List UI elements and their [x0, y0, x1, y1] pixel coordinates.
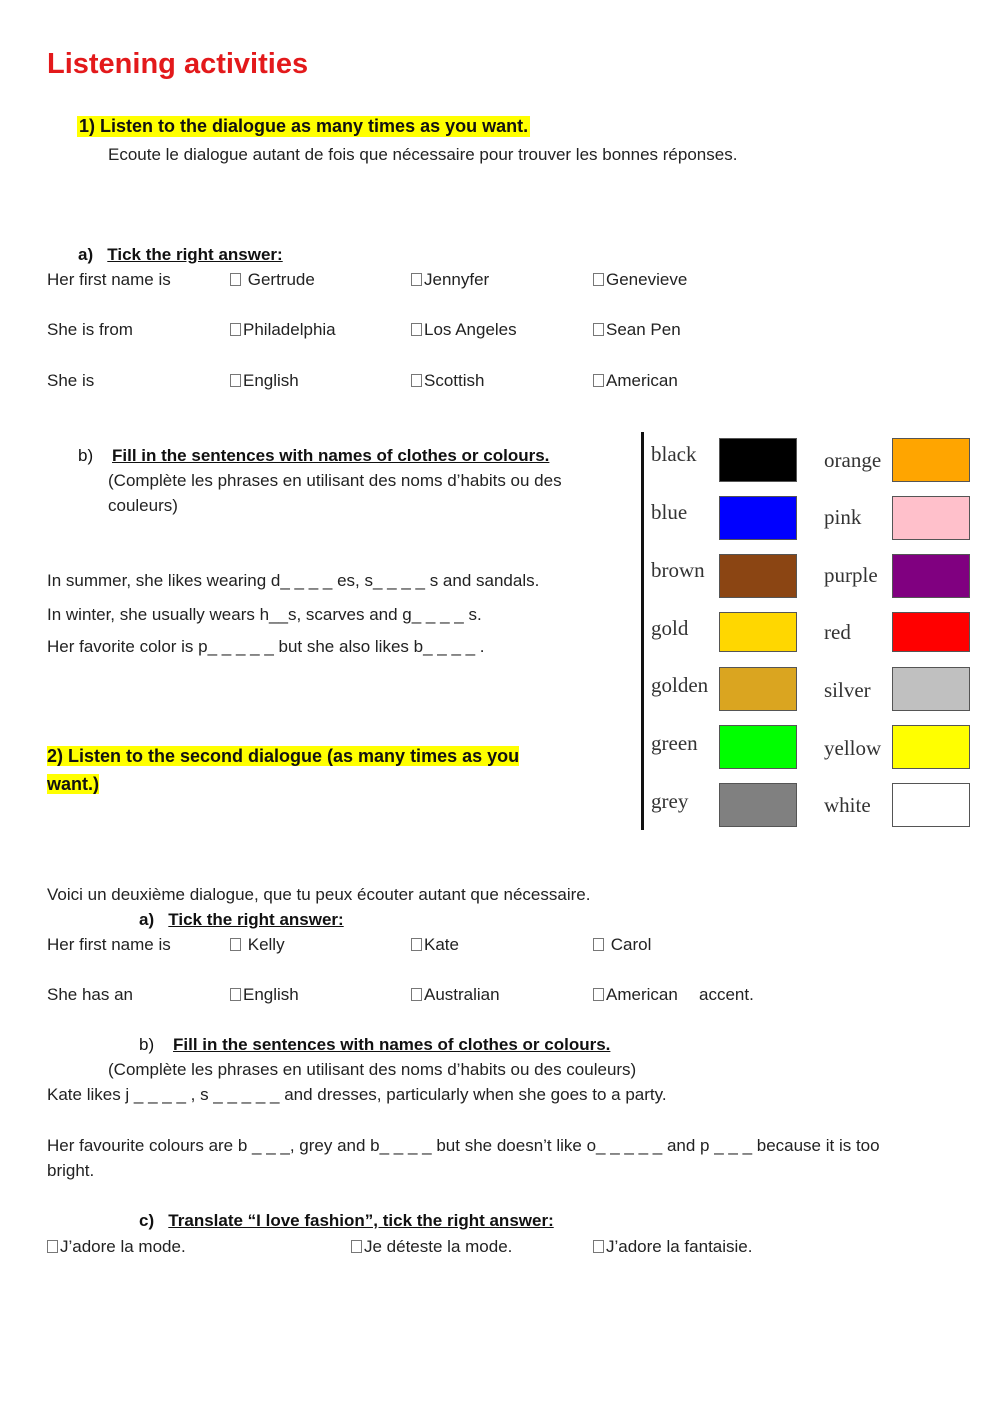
- part1-a-label: a): [78, 245, 94, 264]
- checkbox-option[interactable]: [593, 270, 687, 290]
- checkbox-icon[interactable]: [593, 323, 604, 336]
- color-swatch-green: [719, 725, 797, 769]
- checkbox-option[interactable]: [230, 320, 336, 340]
- checkbox-option[interactable]: [411, 985, 500, 1005]
- fill-sentence: Her favorite color is p_ _ _ _ _ but she also likes b_ _ _ _ .: [47, 637, 485, 656]
- part1-b-note-line1: (Complète les phrases en utilisant des noms d’habits ou des: [108, 471, 562, 490]
- part1-b-title: Fill in the sentences with names of clothes or colours.: [112, 446, 550, 465]
- color-name: green: [651, 731, 698, 755]
- checkbox-icon[interactable]: [411, 938, 422, 951]
- option-label: J’adore la fantaisie.: [606, 1237, 753, 1256]
- checkbox-option[interactable]: [230, 985, 299, 1005]
- question-suffix: accent.: [699, 985, 754, 1004]
- checkbox-option[interactable]: [593, 371, 678, 391]
- checkbox-icon[interactable]: [230, 273, 241, 286]
- fill-sentence: In summer, she likes wearing d_ _ _ _ es, s_ _ _ _ s and sandals.: [47, 571, 540, 590]
- color-swatch-brown: [719, 554, 797, 598]
- question-label: Her first name is: [47, 935, 171, 954]
- part2-b-title: Fill in the sentences with names of clothes or colours.: [173, 1035, 611, 1054]
- checkbox-icon[interactable]: [593, 938, 604, 951]
- color-name: black: [651, 442, 697, 466]
- part2-c-label: c): [139, 1211, 155, 1230]
- checkbox-icon[interactable]: [411, 374, 422, 387]
- checkbox-option[interactable]: [411, 371, 484, 391]
- checkbox-icon[interactable]: [351, 1240, 362, 1253]
- part2-a-title: Tick the right answer:: [168, 910, 344, 929]
- part1-b-label: b): [78, 446, 94, 465]
- option-label: Sean Pen: [606, 320, 681, 339]
- checkbox-icon[interactable]: [230, 323, 241, 336]
- option-label: American: [606, 985, 678, 1004]
- color-name: brown: [651, 558, 705, 582]
- checkbox-icon[interactable]: [230, 374, 241, 387]
- color-swatch-orange: [892, 438, 970, 482]
- fill-sentence: Her favourite colours are b _ _ _, grey and b_ _ _ _ but she doesn’t like o_ _ _ _ _ and p _ _ _ because it is too: [47, 1136, 880, 1155]
- part2-a-heading: [139, 910, 344, 930]
- question-label: She is from: [47, 320, 133, 339]
- fill-sentence: In winter, she usually wears h__s, scarves and g_ _ _ _ s.: [47, 605, 482, 624]
- color-name: yellow: [824, 736, 882, 760]
- color-swatch-purple: [892, 554, 970, 598]
- option-label: Gertrude: [247, 270, 315, 289]
- checkbox-option[interactable]: [230, 935, 285, 955]
- part2-heading-line2: want.): [47, 774, 99, 794]
- part2-intro: Voici un deuxième dialogue, que tu peux écouter autant que nécessaire.: [47, 885, 591, 904]
- part2-c-heading: [139, 1211, 554, 1231]
- color-name: red: [824, 620, 851, 644]
- part2-a-label: a): [139, 910, 155, 929]
- color-name: silver: [824, 678, 871, 702]
- color-swatch-golden: [719, 667, 797, 711]
- checkbox-option[interactable]: [230, 371, 299, 391]
- color-name: pink: [824, 505, 862, 529]
- checkbox-option[interactable]: [593, 985, 678, 1005]
- fill-sentence: Kate likes j _ _ _ _ , s _ _ _ _ _ and dresses, particularly when she goes to a party.: [47, 1085, 667, 1104]
- part2-heading-line1: 2) Listen to the second dialogue (as many times as you: [47, 746, 520, 766]
- color-name: white: [824, 793, 871, 817]
- part1-instruction: Ecoute le dialogue autant de fois que nécessaire pour trouver les bonnes réponses.: [108, 145, 738, 164]
- checkbox-option[interactable]: [411, 270, 489, 290]
- checkbox-option[interactable]: [593, 1237, 752, 1257]
- checkbox-option[interactable]: [411, 320, 517, 340]
- part1-a-title: Tick the right answer:: [107, 245, 283, 264]
- color-swatch-red: [892, 612, 970, 652]
- color-swatch-black: [719, 438, 797, 482]
- checkbox-option[interactable]: [411, 935, 459, 955]
- part1-a-heading: [78, 245, 283, 265]
- option-label: Kate: [424, 935, 459, 954]
- page-title: Listening activities: [47, 48, 309, 80]
- fill-sentence-continued: bright.: [47, 1161, 95, 1180]
- color-name: orange: [824, 448, 882, 472]
- option-label: English: [243, 985, 299, 1004]
- option-label: Australian: [424, 985, 500, 1004]
- question-label: She has an: [47, 985, 134, 1004]
- color-swatch-pink: [892, 496, 970, 540]
- checkbox-option[interactable]: [230, 270, 315, 290]
- part2-b-heading: [139, 1035, 610, 1055]
- option-label: Kelly: [247, 935, 285, 954]
- option-label: Carol: [610, 935, 652, 954]
- option-label: Jennyfer: [424, 270, 490, 289]
- checkbox-icon[interactable]: [230, 988, 241, 1001]
- part2-b-label: b): [139, 1035, 155, 1054]
- option-label: Philadelphia: [243, 320, 336, 339]
- checkbox-icon[interactable]: [593, 273, 604, 286]
- option-label: Genevieve: [606, 270, 688, 289]
- color-swatch-yellow: [892, 725, 970, 769]
- part2-b-note: (Complète les phrases en utilisant des noms d’habits ou des couleurs): [108, 1060, 637, 1079]
- option-label: Je déteste la mode.: [364, 1237, 513, 1256]
- color-swatch-blue: [719, 496, 797, 540]
- checkbox-option[interactable]: [593, 320, 681, 340]
- color-name: golden: [651, 673, 709, 697]
- checkbox-icon[interactable]: [230, 938, 241, 951]
- color-name: purple: [824, 563, 878, 587]
- color-swatch-grey: [719, 783, 797, 827]
- color-swatch-white: [892, 783, 970, 827]
- chart-divider: [641, 432, 644, 830]
- part1-heading: 1) Listen to the dialogue as many times as you want.: [79, 116, 529, 136]
- checkbox-icon[interactable]: [411, 988, 422, 1001]
- checkbox-icon[interactable]: [593, 988, 604, 1001]
- color-name: grey: [651, 789, 689, 813]
- checkbox-option[interactable]: [47, 1237, 186, 1257]
- checkbox-icon[interactable]: [411, 273, 422, 286]
- checkbox-icon[interactable]: [411, 323, 422, 336]
- question-label: Her first name is: [47, 270, 171, 289]
- option-label: American: [606, 371, 678, 390]
- option-label: Scottish: [424, 371, 485, 390]
- part2-heading: [47, 742, 519, 798]
- question-label: She is: [47, 371, 95, 390]
- color-name: gold: [651, 616, 689, 640]
- checkbox-icon[interactable]: [47, 1240, 58, 1253]
- part2-c-title: Translate “I love fashion”, tick the right answer:: [168, 1211, 554, 1230]
- checkbox-icon[interactable]: [593, 1240, 604, 1253]
- checkbox-option[interactable]: [351, 1237, 512, 1257]
- option-label: Los Angeles: [424, 320, 517, 339]
- color-swatch-gold: [719, 612, 797, 652]
- checkbox-icon[interactable]: [593, 374, 604, 387]
- option-label: English: [243, 371, 299, 390]
- color-name: blue: [651, 500, 688, 524]
- checkbox-option[interactable]: [593, 935, 651, 955]
- color-swatch-silver: [892, 667, 970, 711]
- part1-b-heading: [78, 446, 549, 466]
- option-label: J’adore la mode.: [60, 1237, 186, 1256]
- part1-b-note-line2: couleurs): [108, 496, 178, 515]
